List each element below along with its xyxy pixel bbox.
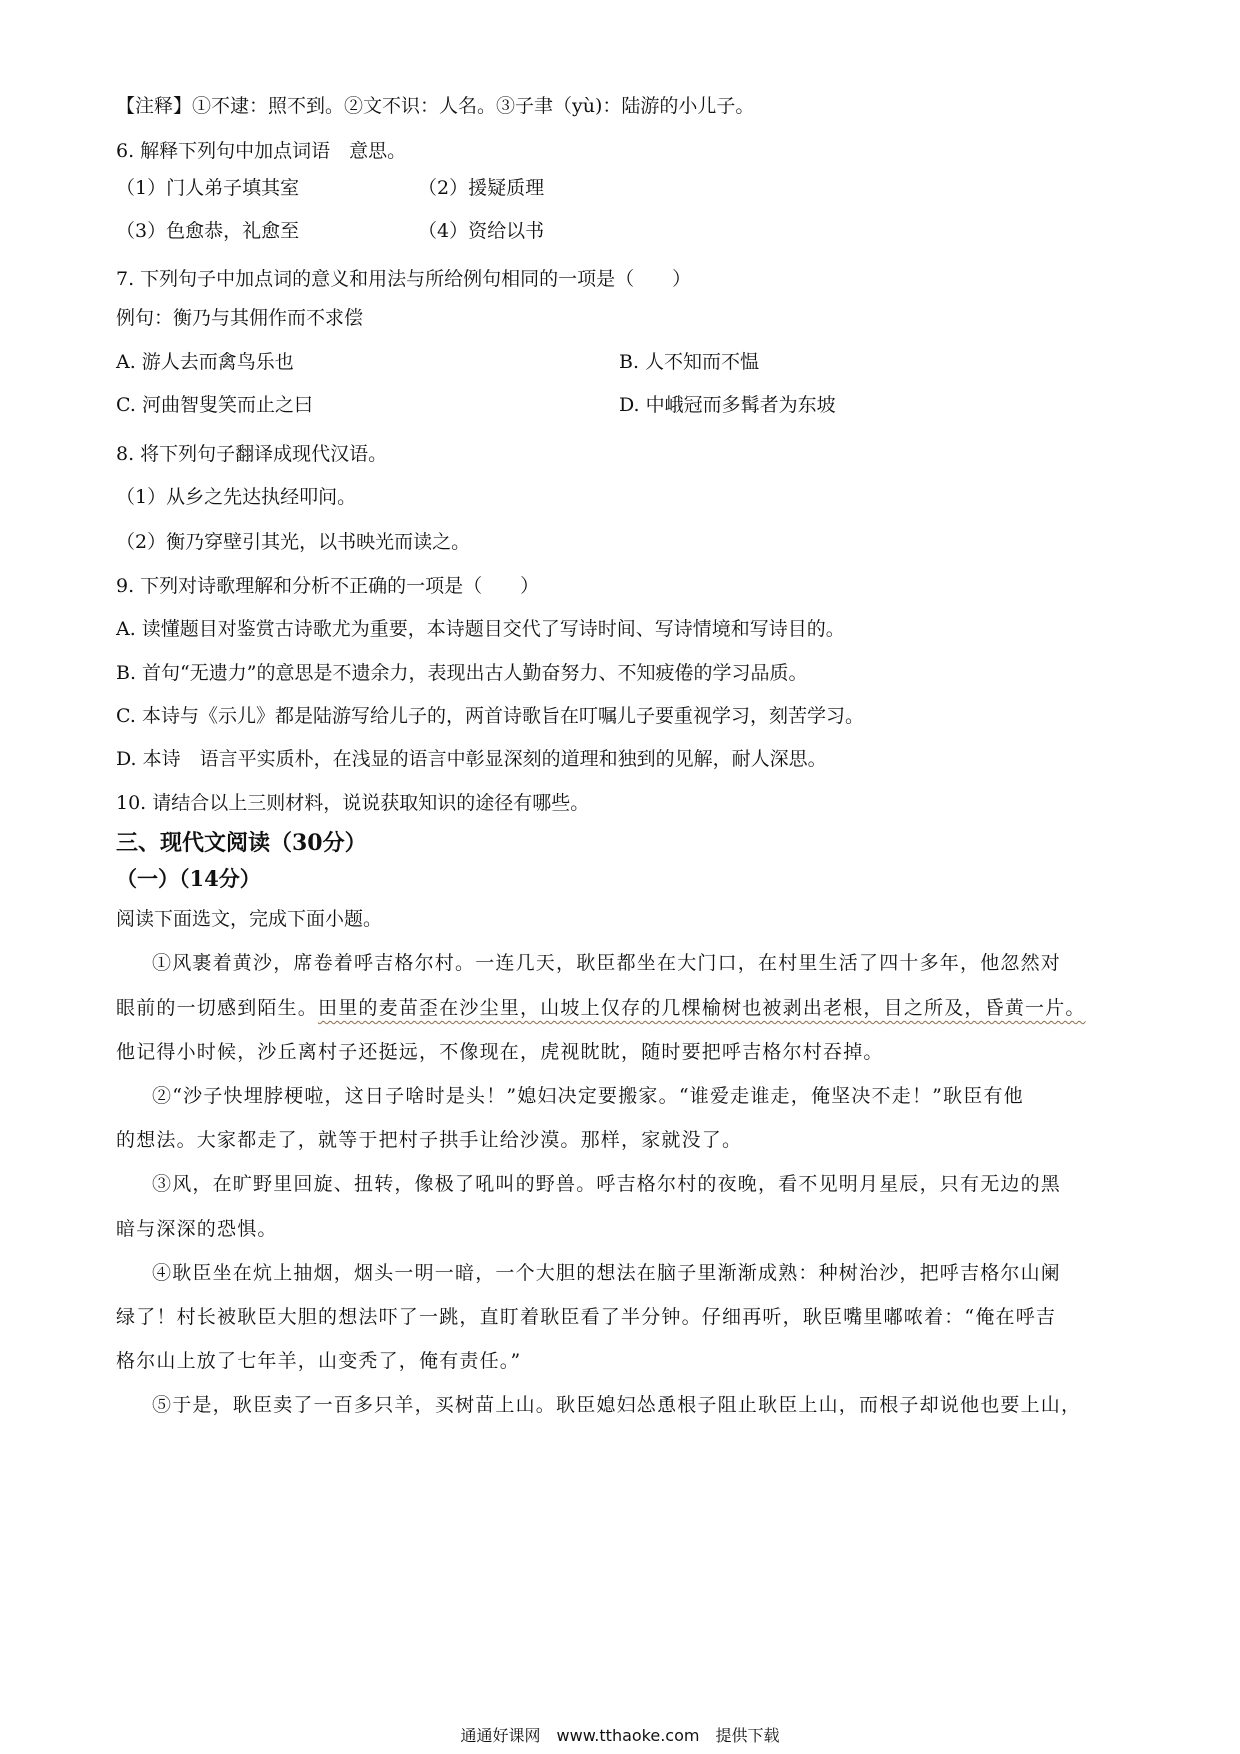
- question-6-item-3: （3）色愈恭，礼愈至: [116, 220, 300, 242]
- passage-paragraph-2-line-2: 的想法。大家都走了，就等于把村子拱手让给沙漠。那样，家就没了。: [116, 1129, 743, 1151]
- question-6-item-1: （1）门人弟子填其室: [116, 177, 300, 199]
- question-8-item-1: （1）从乡之先达执经叩问。: [116, 486, 357, 508]
- wavy-underlined-sentence: 田里的麦苗歪在沙尘里，山坡上仅存的几棵榆树也被剥出老根，目之所及，昏黄一片。: [318, 997, 1086, 1019]
- page-footer: 通通好课网 www.tthaoke.com 提供下载: [460, 1726, 780, 1745]
- passage-paragraph-4-line-2: 绿了！村长被耿臣大胆的想法吓了一跳，直盯着耿臣看了半分钟。仔细再听，耿臣嘴里嘟哝着：“俺在呼吉: [116, 1306, 1057, 1328]
- passage-paragraph-3-line-2: 暗与深深的恐惧。: [116, 1218, 278, 1240]
- question-6-item-4: （4）资给以书: [418, 220, 545, 242]
- question-6-item-2: （2）援疑质理: [418, 177, 545, 199]
- passage-paragraph-3-line-1: ③风，在旷野里回旋、扭转，像极了吼叫的野兽。呼吉格尔村的夜晚，看不见明月星辰，只有无边的黑: [152, 1173, 1062, 1195]
- question-6-stem: 6. 解释下列句中加点词语 意思。: [116, 140, 407, 162]
- section-3-title: 三、现代文阅读（30分）: [116, 830, 367, 856]
- passage-paragraph-2-line-1: ②“沙子快埋脖梗啦，这日子啥时是头！”媳妇决定要搬家。“谁爱走谁走，俺坚决不走！”耿臣有他: [152, 1085, 1024, 1107]
- question-9-option-c: C. 本诗与《示儿》都是陆游写给儿子的，两首诗歌旨在叮嘱儿子要重视学习，刻苦学习。: [116, 705, 864, 727]
- passage-paragraph-1-line-3: 他记得小时候，沙丘离村子还挺远，不像现在，虎视眈眈，随时要把呼吉格尔村吞掉。: [116, 1041, 884, 1063]
- annotation-notes: 【注释】①不逮：照不到。②文不识：人名。③子聿（yù)：陆游的小儿子。: [116, 95, 755, 117]
- question-7-option-b: B. 人不知而不愠: [619, 351, 760, 373]
- question-7-option-c: C. 河曲智叟笑而止之曰: [116, 394, 313, 416]
- question-9-stem: 9. 下列对诗歌理解和分析不正确的一项是（ ）: [116, 575, 540, 597]
- section-3-subtitle: （一）（14分）: [116, 866, 261, 891]
- passage-text: 眼前的一切感到陌生。: [116, 997, 319, 1019]
- passage-paragraph-5-line-1: ⑤于是，耿臣卖了一百多只羊，买树苗上山。耿臣媳妇怂恿根子阻止耿臣上山，而根子却说他也要上山，: [152, 1394, 1082, 1416]
- reading-instruction: 阅读下面选文，完成下面小题。: [116, 908, 383, 930]
- question-8-item-2: （2）衡乃穿壁引其光，以书映光而读之。: [116, 531, 471, 553]
- passage-paragraph-4-line-1: ④耿臣坐在炕上抽烟，烟头一明一暗，一个大胆的想法在脑子里渐渐成熟：种树治沙，把呼吉格尔山阑: [152, 1262, 1062, 1284]
- question-7-option-a: A. 游人去而禽鸟乐也: [116, 351, 294, 373]
- passage-paragraph-4-line-3: 格尔山上放了七年羊，山变秃了，俺有责任。”: [116, 1350, 522, 1372]
- question-10: 10. 请结合以上三则材料，说说获取知识的途径有哪些。: [116, 792, 590, 814]
- passage-paragraph-1-line-1: ①风裹着黄沙，席卷着呼吉格尔村。一连几天，耿臣都坐在大门口，在村里生活了四十多年，他忽然对: [152, 952, 1062, 974]
- question-7-example: 例句：衡乃与其佣作而不求偿: [116, 307, 364, 329]
- question-9-option-a: A. 读懂题目对鉴赏古诗歌尤为重要，本诗题目交代了写诗时间、写诗情境和写诗目的。: [116, 618, 845, 640]
- question-7-option-d: D. 中峨冠而多髯者为东坡: [619, 394, 836, 416]
- question-9-option-b: B. 首句“无遗力”的意思是不遗余力，表现出古人勤奋努力、不知疲倦的学习品质。: [116, 662, 808, 684]
- question-8-stem: 8. 将下列句子翻译成现代汉语。: [116, 443, 388, 465]
- passage-paragraph-1-line-2: [116, 995, 1086, 1021]
- question-7-stem: 7. 下列句子中加点词的意义和用法与所给例句相同的一项是（ ）: [116, 268, 692, 290]
- question-9-option-d: D. 本诗 语言平实质朴，在浅显的语言中彰显深刻的道理和独到的见解，耐人深思。: [116, 748, 827, 770]
